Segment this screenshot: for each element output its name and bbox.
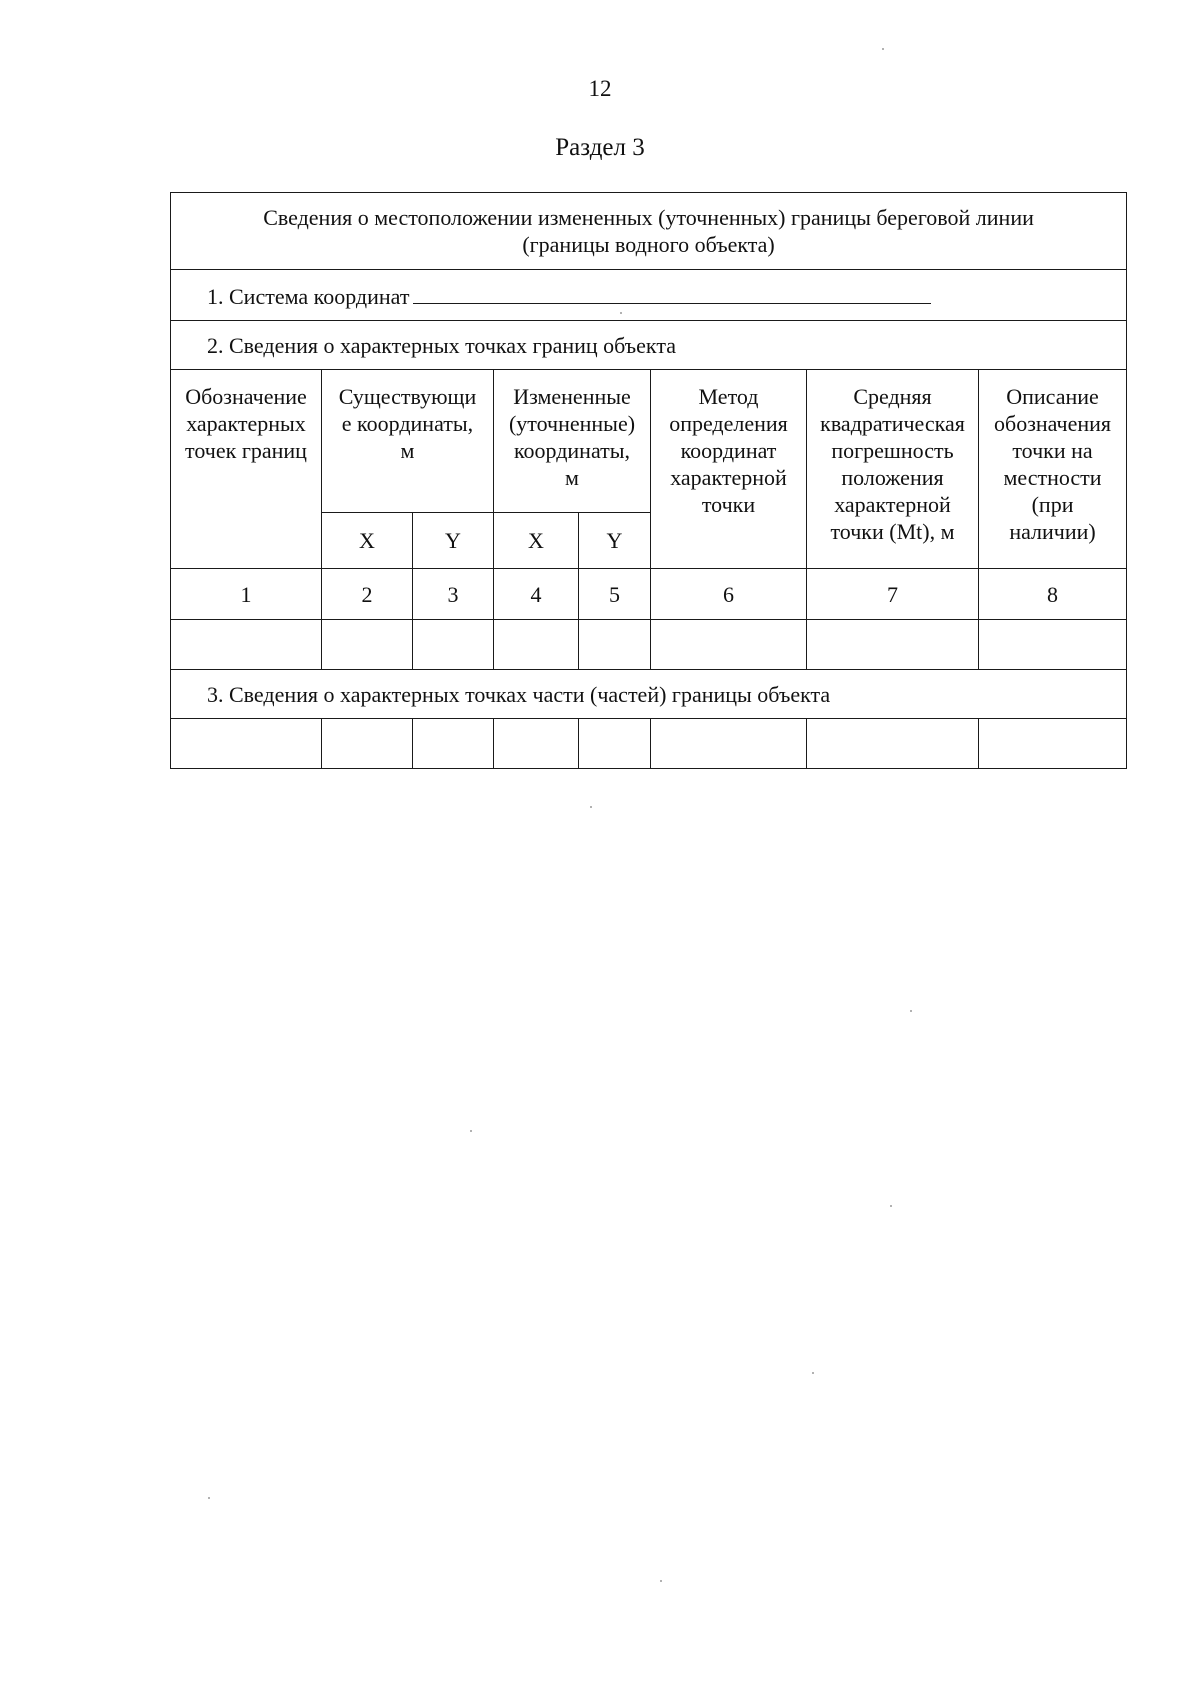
coordinate-system-label: 1. Система координат [207, 283, 410, 309]
parts-data-row [171, 719, 1127, 769]
empty-cell[interactable] [579, 719, 651, 769]
scan-speck [882, 48, 884, 50]
scan-speck [660, 1580, 662, 1582]
scan-speck [910, 1010, 912, 1012]
table-header-row [171, 193, 1127, 270]
empty-cell[interactable] [651, 719, 807, 769]
points-data-row [171, 620, 1127, 670]
table-header-line-2: (границы водного объекта) [522, 232, 775, 257]
boundary-points-form-table [170, 192, 1127, 769]
column-number: 2 [322, 569, 413, 620]
column-number: 3 [413, 569, 494, 620]
scan-speck [208, 1497, 210, 1499]
empty-cell[interactable] [494, 620, 579, 670]
scan-speck [890, 1205, 892, 1207]
column-number: 4 [494, 569, 579, 620]
empty-cell[interactable] [413, 620, 494, 670]
table-header-cell [171, 193, 1127, 270]
empty-cell[interactable] [171, 719, 322, 769]
column-header-method: Метод определения координат характерной точки [651, 370, 807, 569]
table-header-line-1: Сведения о местоположении измененных (уточненных) границы береговой линии [263, 205, 1034, 230]
empty-cell[interactable] [979, 620, 1127, 670]
coordinate-system-row [171, 270, 1127, 321]
column-number: 6 [651, 569, 807, 620]
empty-cell[interactable] [322, 620, 413, 670]
scan-speck [470, 1130, 472, 1132]
subcolumn-existing-y: Y [413, 513, 494, 569]
column-number: 8 [979, 569, 1127, 620]
column-header-description: Описание обозначения точки на местности (при наличии) [979, 370, 1127, 569]
column-number: 5 [579, 569, 651, 620]
empty-cell[interactable] [579, 620, 651, 670]
column-header-rms-error: Средняя квадратическая погрешность положения характерной точки (Mt), м [807, 370, 979, 569]
empty-cell[interactable] [413, 719, 494, 769]
empty-cell[interactable] [807, 620, 979, 670]
column-number-row [171, 569, 1127, 620]
empty-cell[interactable] [322, 719, 413, 769]
scan-speck [812, 1372, 814, 1374]
scan-speck [620, 312, 622, 314]
column-number: 7 [807, 569, 979, 620]
column-header-existing-coordinates: Существующи е координаты, м [322, 370, 494, 513]
points-section-label: 2. Сведения о характерных точках границ объекта [171, 321, 1127, 370]
column-number: 1 [171, 569, 322, 620]
column-header-point-designation: Обозначение характерных точек границ [171, 370, 322, 569]
column-header-row [171, 370, 1127, 513]
coordinate-system-blank-line[interactable] [413, 281, 931, 304]
points-section-row [171, 321, 1127, 370]
empty-cell[interactable] [979, 719, 1127, 769]
parts-section-label: 3. Сведения о характерных точках части (частей) границы объекта [171, 670, 1127, 719]
empty-cell[interactable] [807, 719, 979, 769]
scan-speck [590, 806, 592, 808]
empty-cell[interactable] [494, 719, 579, 769]
coordinate-system-cell [171, 270, 1127, 321]
section-title: Раздел 3 [555, 134, 645, 161]
parts-section-row [171, 670, 1127, 719]
subcolumn-updated-y: Y [579, 513, 651, 569]
subcolumn-existing-x: X [322, 513, 413, 569]
empty-cell[interactable] [651, 620, 807, 670]
empty-cell[interactable] [171, 620, 322, 670]
subcolumn-updated-x: X [494, 513, 579, 569]
page-number: 12 [588, 76, 612, 101]
column-header-updated-coordinates: Измененные (уточненные) координаты, м [494, 370, 651, 513]
